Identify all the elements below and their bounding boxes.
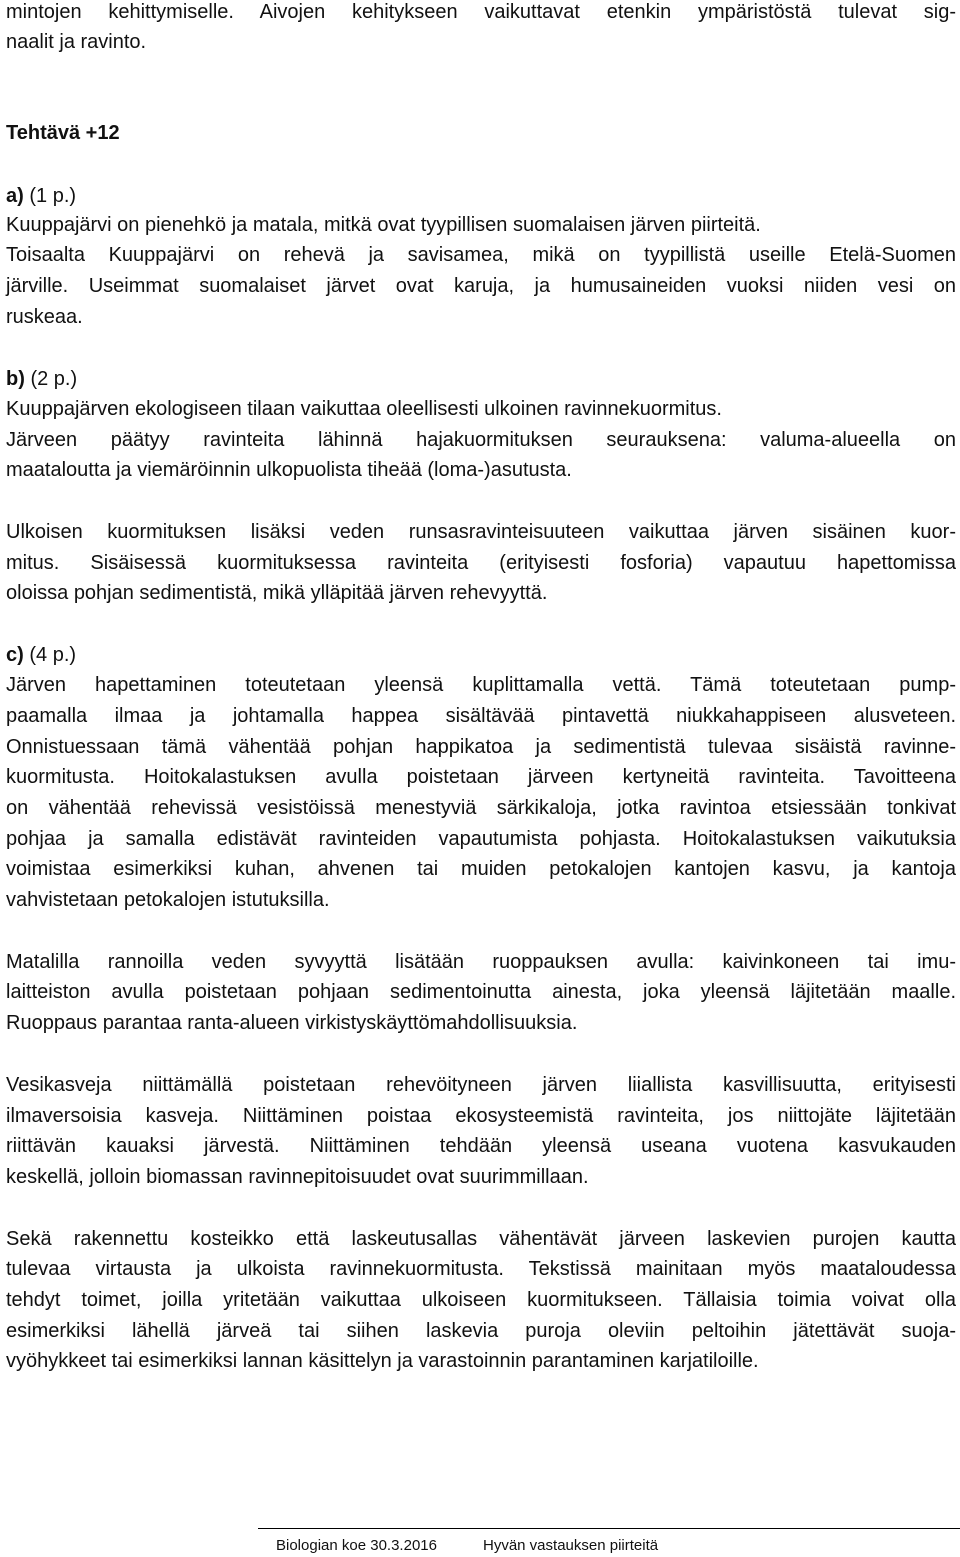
paragraph-line: naalit ja ravinto. [6,31,147,53]
section-points: (1 p.) [29,185,77,207]
paragraph-line: paamalla ilmaa ja johtamalla happea sisältävää pintavettä niukkahappiseen alusveteen. [6,705,956,727]
paragraph-line: oloissa pohjan sedimentistä, mikä ylläpitää järven rehevyyttä. [6,582,548,604]
section-c-heading [6,640,956,670]
paragraph-line: keskellä, jolloin biomassan ravinnepitoisuudet ovat suurimmillaan. [6,1166,589,1188]
section-a-heading [6,181,956,211]
section-label: a) [6,185,24,207]
paragraph-line: järville. Useimmat suomalaiset järvet ovat karuja, ja humusaineiden vuoksi niiden vesi on [6,275,956,297]
footer-section-title: Hyvän vastauksen piirteitä [483,1537,659,1554]
paragraph-line: Matalilla rannoilla veden syvyyttä lisätään ruoppauksen avulla: kaivinkoneen tai imu- [6,951,956,973]
section-label: b) [6,368,25,390]
paragraph-line: riittävän kauaksi järvestä. Niittäminen tehdään yleensä useana vuotena kasvukauden [6,1135,956,1157]
paragraph-line: Vesikasveja niittämällä poistetaan rehevöityneen järven liiallista kasvillisuutta, erityisesti [6,1074,956,1096]
paragraph-line: Kuuppajärvi on pienehkö ja matala, mitkä ovat tyypillisen suomalaisen järven piirteitä. [6,214,761,236]
paragraph-line: kuormitusta. Hoitokalastuksen avulla poistetaan järveen kertyneitä ravinteita. Tavoitteena [6,766,956,788]
paragraph-line: Toisaalta Kuuppajärvi on rehevä ja savisamea, mikä on tyypillistä useille Etelä-Suomen [6,244,956,266]
paragraph-line: vyöhykkeet tai esimerkiksi lannan käsittelyn ja varastoinnin parantaminen karjatiloille. [6,1350,759,1372]
paragraph-line: tulevaa virtausta ja ulkoista ravinnekuormitusta. Tekstissä mainitaan myös maataloudessa [6,1258,956,1280]
paragraph-line: on vähentää rehevissä vesistöissä menestyviä särkikaloja, jotka ravintoa etsiessään tonkivat [6,797,956,819]
paragraph-line: Ruoppaus parantaa ranta-alueen virkistyskäyttömahdollisuuksia. [6,1012,578,1034]
paragraph-line: maataloutta ja viemäröinnin ulkopuolista tiheää (loma-)asutusta. [6,459,572,481]
paragraph-line: Järveen päätyy ravinteita lähinnä hajakuormituksen seurauksena: valuma-alueella on [6,429,956,451]
paragraph-line: ruskeaa. [6,306,83,328]
section-points: (2 p.) [30,368,78,390]
paragraph-line: Onnistuessaan tämä vähentää pohjan happikatoa ja sedimentistä tulevaa sisäistä ravinne- [6,736,956,758]
section-label: c) [6,644,24,666]
paragraph-line: Sekä rakennettu kosteikko että laskeutusallas vähentävät järveen laskevien purojen kautta [6,1228,956,1250]
paragraph-line: mitus. Sisäisessä kuormituksessa ravinteita (erityisesti fosforia) vapautuu hapettomissa [6,552,956,574]
paragraph-line: ilmaversoisia kasveja. Niittäminen poistaa ekosysteemistä ravinteita, jos niittojäte läjitetään [6,1105,956,1127]
paragraph-line: mintojen kehittymiselle. Aivojen kehitykseen vaikuttavat etenkin ympäristöstä tulevat sig- [6,1,956,23]
paragraph-line: Ulkoisen kuormituksen lisäksi veden runsasravinteisuuteen vaikuttaa järven sisäinen kuor- [6,521,956,543]
paragraph-line: Järven hapettaminen toteutetaan yleensä kuplittamalla vettä. Tämä toteutetaan pump- [6,674,956,696]
section-b-heading [6,364,956,394]
paragraph-line: voimistaa esimerkiksi kuhan, ahvenen tai muiden petokalojen kantojen kasvu, ja kantoja [6,858,956,880]
footer-divider [258,1528,960,1529]
section-points: (4 p.) [29,644,77,666]
task-title: Tehtävä +12 [6,122,120,144]
paragraph-line: esimerkiksi lähellä järveä tai siihen laskevia puroja oleviin peltoihin jätettävät suoja- [6,1320,956,1342]
paragraph-line: pohjaa ja samalla edistävät ravinteiden vapautumista pohjasta. Hoitokalastuksen vaikutuksia [6,828,956,850]
paragraph-line: tehdyt toimet, joilla yritetään vaikuttaa ulkoiseen kuormitukseen. Tällaisia toimia voivat olla [6,1289,956,1311]
paragraph-line: vahvistetaan petokalojen istutuksilla. [6,889,330,911]
paragraph-line: laitteiston avulla poistetaan pohjaan sedimentoinutta ainesta, joka yleensä läjitetään maalle. [6,981,956,1003]
footer-exam-title: Biologian koe 30.3.2016 [276,1537,437,1554]
paragraph-line: Kuuppajärven ekologiseen tilaan vaikuttaa oleellisesti ulkoinen ravinnekuormitus. [6,398,722,420]
